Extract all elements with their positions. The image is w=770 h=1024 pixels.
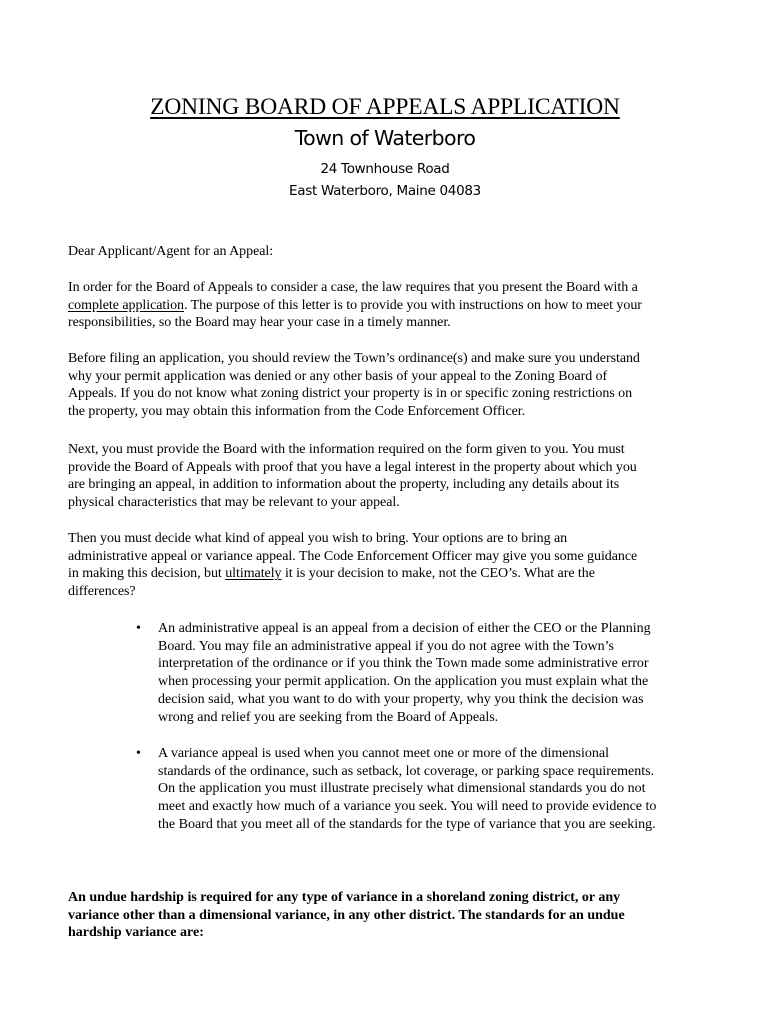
bullet-list-variance: [132, 745, 710, 834]
paragraph-line: why your permit application was denied or any other basis of your appeal to the Zoning Board of: [68, 368, 608, 384]
paragraph-line: standards of the ordinance, such as setback, lot coverage, or parking space requirements.: [158, 763, 655, 779]
paragraph-fragment: it is your decision to make, not the CEO’s. What are the: [281, 566, 595, 582]
paragraph-undue-hardship: [68, 889, 708, 942]
salutation: Dear Applicant/Agent for an Appeal:: [68, 244, 274, 259]
paragraph-fragment: . The purpose of this letter is to provide you with instructions on how to meet your: [184, 297, 642, 313]
paragraph-line: hardship variance are:: [68, 925, 204, 941]
paragraph-line: variance other than a dimensional variance, in any other district. The standards for an undue: [68, 907, 625, 923]
paragraph-line: Then you must decide what kind of appeal you wish to bring. Your options are to bring an: [68, 531, 568, 546]
paragraph-line: decision said, what you want to do with your property, why you think the decision was: [158, 691, 644, 707]
paragraph-line: the property, you may obtain this information from the Code Enforcement Officer.: [68, 404, 526, 420]
paragraph-line: In order for the Board of Appeals to consider a case, the law requires that you present the Board with a: [68, 280, 638, 295]
paragraph-appeal-kind: [68, 530, 708, 601]
bullet-icon: •: [136, 621, 141, 636]
paragraph-line: Board. You may file an administrative appeal if you do not agree with the Town’s: [158, 638, 615, 654]
paragraph-line: physical characteristics that may be relevant to your appeal.: [68, 495, 400, 511]
paragraph-line: Appeals. If you do not know what zoning district your property is in or specific zoning restrictions on: [68, 386, 633, 402]
paragraph-line: administrative appeal or variance appeal. The Code Enforcement Officer may give you some guidance: [68, 548, 638, 564]
paragraph-next: [68, 441, 708, 512]
paragraph-intro: [68, 279, 708, 332]
page-title: ZONING BOARD OF APPEALS APPLICATION: [150, 94, 620, 120]
address-city: East Waterboro, Maine 04083: [289, 183, 481, 199]
paragraph-line: are bringing an appeal, in addition to information about the property, including any details about its: [68, 477, 620, 493]
paragraph-before-filing: [68, 350, 708, 421]
town-name: Town of Waterboro: [294, 126, 476, 150]
paragraph-line: when processing your permit application. On the application you must explain what the: [158, 674, 649, 690]
paragraph-line: An administrative appeal is an appeal from a decision of either the CEO or the Planning: [158, 621, 651, 636]
paragraph-line: Next, you must provide the Board with the information required on the form given to you. You must: [68, 442, 625, 457]
paragraph-line: wrong and relief you are seeking from the Board of Appeals.: [158, 709, 499, 725]
paragraph-fragment: in making this decision, but: [68, 566, 226, 582]
paragraph-line: interpretation of the ordinance or if you think the Town made some administrative error: [158, 656, 649, 672]
paragraph-line: meet and exactly how much of a variance you seek. You will need to provide evidence to: [158, 799, 657, 815]
address-street: 24 Townhouse Road: [320, 161, 450, 177]
bullet-icon: •: [136, 746, 141, 761]
paragraph-line: differences?: [68, 584, 136, 600]
paragraph-line: provide the Board of Appeals with proof that you have a legal interest in the property about which you: [68, 459, 637, 475]
paragraph-line: the Board that you meet all of the standards for the type of variance that you are seeking.: [158, 816, 656, 832]
paragraph-line: On the application you must illustrate precisely what dimensional standards you do not: [158, 781, 646, 797]
list-item-variance-appeal: [132, 745, 710, 834]
list-item-administrative-appeal: [132, 620, 710, 726]
bullet-list-administrative: [132, 620, 710, 726]
paragraph-line: A variance appeal is used when you cannot meet one or more of the dimensional: [158, 746, 609, 761]
paragraph-line: [68, 297, 708, 315]
paragraph-line: responsibilities, so the Board may hear your case in a timely manner.: [68, 315, 451, 331]
paragraph-line: An undue hardship is required for any type of variance in a shoreland zoning district, or any: [68, 890, 621, 905]
underlined-ultimately: ultimately: [225, 566, 282, 582]
underlined-complete-application: complete application: [68, 297, 185, 313]
paragraph-line: [68, 565, 708, 583]
paragraph-line: Before filing an application, you should review the Town’s ordinance(s) and make sure you understand: [68, 351, 640, 366]
